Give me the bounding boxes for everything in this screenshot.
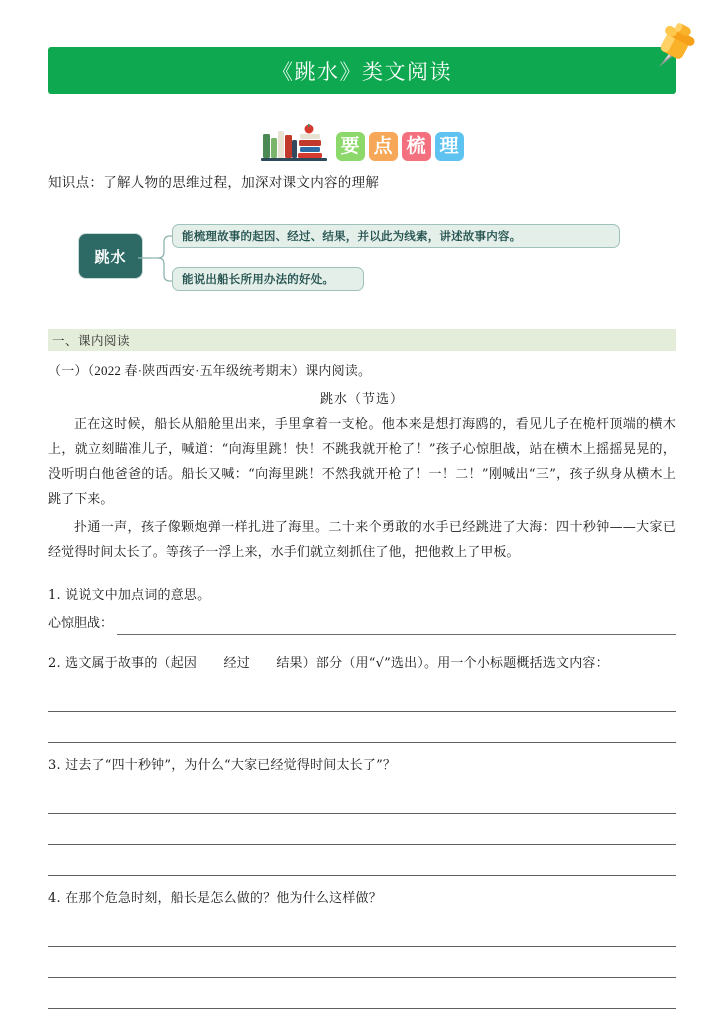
question-4-answer-line[interactable] [48, 947, 676, 978]
question-2-answer-line[interactable] [48, 681, 676, 712]
mindmap-diagram [48, 202, 676, 314]
title-banner-container [48, 47, 676, 94]
question-2-answer-line[interactable] [48, 712, 676, 743]
spacer [48, 876, 676, 888]
passage-paragraph: 正在这时候，船长从船舱里出来，手里拿着一支枪。他本来是想打海鸥的，看见儿子在桅杆顶端的横木上，就立刻瞄准儿子，喊道：“向海里跳！快！不跳我就开枪了！”孩子心惊胆战，站在横木上摇摇晃晃的，没听明白他爸爸的话。船长又喊：“向海里跳！不然我就开枪了！一！二！”刚喊出“三”，孩子纵身从横木上跳了下来。 [48, 417, 676, 507]
question-4-answer-line[interactable] [48, 916, 676, 947]
question-text-3: 3. 过去了“四十秒钟”，为什么“大家已经觉得时间太长了”？ [48, 758, 397, 773]
books-stack-icon [261, 122, 333, 162]
question-source-line: （一）（2022 春·陕西西安·五年级统考期末）课内阅读。 [48, 363, 372, 378]
question-text-4: 4. 在那个危急时刻，船长是怎么做的？他为什么这样做？ [48, 891, 382, 906]
section-header-label: 一、课内阅读 [52, 334, 131, 348]
keypoint-badge-0: 要 [336, 132, 365, 161]
keypoint-badge-3: 理 [435, 132, 464, 161]
question-text-2: 2. 选文属于故事的（起因 经过 结果）部分（用“√”选出）。用一个小标题概括选文内容： [48, 656, 609, 671]
mindmap-branch-0: 能梳理故事的起因、经过、结果，并以此为线索，讲述故事内容。 [172, 224, 620, 248]
question-1-answer-row [48, 613, 676, 635]
section-header-band [48, 329, 676, 351]
question-block-1 [48, 585, 676, 635]
title-banner [48, 47, 676, 94]
question-4-answer-line[interactable] [48, 978, 676, 1009]
keypoints-header [0, 122, 724, 162]
question-block-3 [48, 755, 676, 876]
knowledge-point-text: 知识点：了解人物的思维过程，加深对课文内容的理解 [48, 175, 380, 190]
spacer [48, 635, 676, 653]
question-block-2 [48, 653, 676, 743]
question-block-4 [48, 888, 676, 1009]
keypoints-badges [336, 132, 464, 161]
passage-title: 跳水（节选） [319, 392, 404, 407]
passage-paragraph: 扑通一声，孩子像颗炮弹一样扎进了海里。二十来个勇敢的水手已经跳进了大海：四十秒钟——大家已经觉得时间太长了。等孩子一浮上来，水手们就立刻抓住了他，把他救上了甲板。 [48, 520, 676, 560]
keypoint-badge-2: 梳 [402, 132, 431, 161]
question-1-answer-line[interactable] [117, 620, 676, 635]
page-title: 《跳水》类文阅读 [272, 59, 452, 84]
question-1-term-label: 心惊胆战： [48, 616, 114, 631]
questions-list [48, 585, 676, 1009]
spacer [48, 743, 676, 755]
question-3-answer-line[interactable] [48, 783, 676, 814]
question-3-answer-line[interactable] [48, 814, 676, 845]
reading-passage [48, 412, 676, 568]
mindmap-branch-1: 能说出船长所用办法的好处。 [172, 267, 364, 291]
question-3-answer-line[interactable] [48, 845, 676, 876]
mindmap-root-node: 跳水 [79, 234, 142, 278]
keypoint-badge-1: 点 [369, 132, 398, 161]
question-text-1: 1. 说说文中加点词的意思。 [48, 588, 211, 603]
